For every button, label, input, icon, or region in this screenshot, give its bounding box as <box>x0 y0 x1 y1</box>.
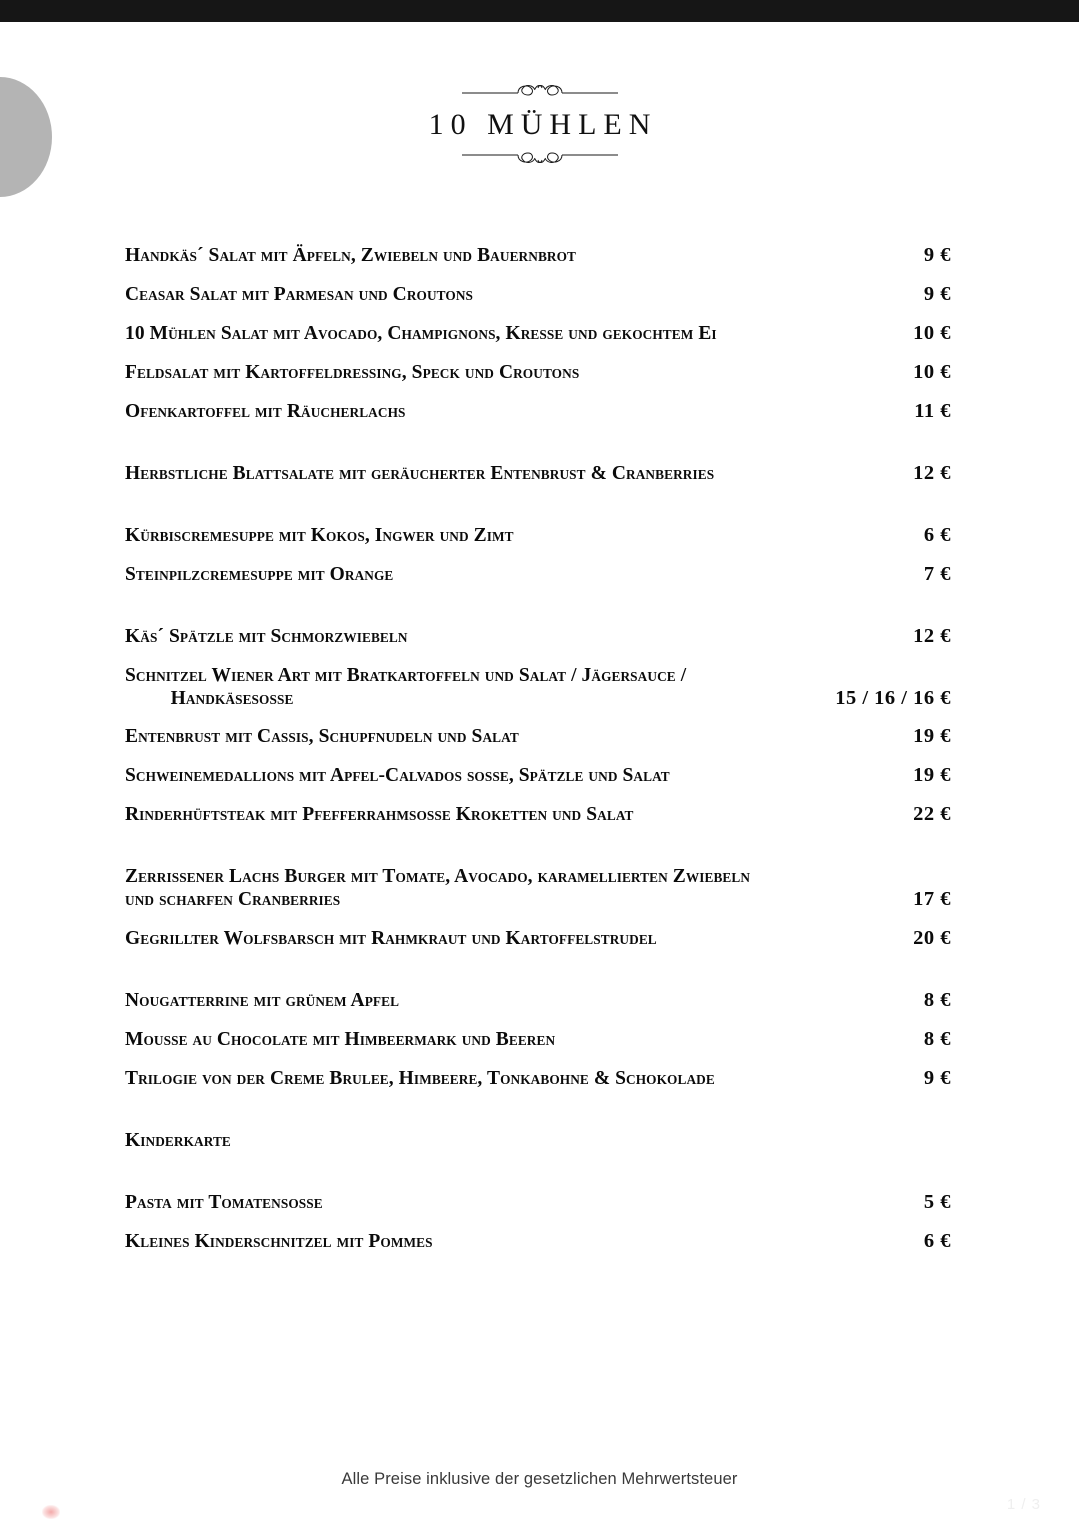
menu-item-row <box>125 400 951 423</box>
menu-item-name: Ceasar Salat mit Parmesan und Croutons <box>125 282 474 305</box>
menu-item-row <box>125 865 951 911</box>
menu-item-price: 9 € <box>923 244 951 266</box>
menu-item-name: Schweinemedallions mit Apfel-Calvados sosse, Spätzle und Salat <box>125 764 670 787</box>
menu-item-row <box>125 664 951 710</box>
menu-list <box>125 244 951 1253</box>
menu-item-price: 9 € <box>923 282 951 305</box>
flourish-divider-top-icon <box>460 80 620 102</box>
menu-item-row <box>125 927 951 950</box>
menu-item-row <box>125 803 951 826</box>
menu-item-price: 7 € <box>923 562 951 585</box>
menu-page-sheet <box>0 22 1079 1519</box>
menu-item-row <box>125 625 951 648</box>
menu-item-price: 15 / 16 / 16 € <box>835 686 951 709</box>
menu-item-name: Feldsalat mit Kartoffeldressing, Speck und Croutons <box>125 360 580 383</box>
page-number-indicator: 1 / 3 <box>1006 1496 1041 1513</box>
menu-item-price: 8 € <box>923 989 951 1012</box>
menu-item-name: Ofenkartoffel mit Räucherlachs <box>125 399 406 422</box>
menu-item-name: Mousse au Chocolate mit Himbeermark und Beeren <box>125 1028 556 1051</box>
restaurant-logo <box>0 80 1079 168</box>
menu-item-price: 20 € <box>913 927 951 950</box>
menu-item-name-line2: Handkäsesosse <box>170 686 294 709</box>
menu-item-price: 6 € <box>923 1229 951 1252</box>
page-title: 10 MÜHLEN <box>428 108 658 141</box>
menu-item-name: Gegrillter Wolfsbarsch mit Rahmkraut und Kartoffelstrudel <box>125 927 657 950</box>
menu-item-name: Trilogie von der Creme Brulee, Himbeere, Tonkabohne & Schokolade <box>125 1067 715 1090</box>
menu-item-row <box>125 322 951 345</box>
menu-item-name: Rinderhüftsteak mit Pfefferrahmsosse Kroketten und Salat <box>125 803 634 826</box>
page-bottom-red-mark <box>42 1505 60 1519</box>
menu-item-name-line2: und scharfen Cranberries <box>125 888 341 911</box>
menu-item-price: 12 € <box>913 461 951 484</box>
menu-group-kids <box>125 1191 951 1253</box>
menu-item-name-line1: Zerrissener Lachs Burger mit Tomate, Avocado, karamellierten Zwiebeln <box>125 865 751 888</box>
menu-item-row <box>125 1230 951 1253</box>
menu-group-soups <box>125 524 951 586</box>
menu-item-price: 17 € <box>913 888 951 911</box>
menu-item-price: 22 € <box>913 803 951 826</box>
menu-item-price: 19 € <box>913 764 951 787</box>
menu-item-price: 8 € <box>923 1028 951 1051</box>
menu-item-row <box>125 244 951 267</box>
menu-item-name: Käs´ Spätzle mit Schmorzwiebeln <box>125 624 408 647</box>
menu-item-row <box>125 725 951 748</box>
menu-group-salads <box>125 244 951 423</box>
menu-item-name: Handkäs´ Salat mit Äpfeln, Zwiebeln und Bauernbrot <box>125 244 577 266</box>
menu-item-price: 12 € <box>913 624 951 647</box>
menu-item-name <box>125 865 864 911</box>
menu-item-row <box>125 1191 951 1214</box>
menu-item-row <box>125 989 951 1012</box>
menu-item-name-line1: Schnitzel Wiener Art mit Bratkartoffeln und Salat / Jägersauce / <box>125 663 687 686</box>
menu-group-mains <box>125 625 951 827</box>
menu-item-name: Kleines Kinderschnitzel mit Pommes <box>125 1229 433 1252</box>
menu-item-price: 10 € <box>913 360 951 383</box>
menu-item-price: 5 € <box>923 1191 951 1214</box>
menu-group-fish-and-burger <box>125 865 951 950</box>
menu-item-row <box>125 1067 951 1090</box>
menu-item-price: 9 € <box>923 1067 951 1090</box>
menu-item-name: Herbstliche Blattsalate mit geräucherter Entenbrust & Cranberries <box>125 461 715 484</box>
menu-item-row <box>125 563 951 586</box>
menu-item-row <box>125 764 951 787</box>
flourish-divider-bottom-icon <box>460 146 620 168</box>
menu-item-name: Nougatterrine mit grünem Apfel <box>125 989 400 1012</box>
menu-item-name: Pasta mit Tomatensosse <box>125 1191 323 1214</box>
menu-item-name: Entenbrust mit Cassis, Schupfnudeln und Salat <box>125 725 519 748</box>
menu-item-name: Steinpilzcremesuppe mit Orange <box>125 562 394 585</box>
menu-group-kids-heading <box>125 1129 951 1152</box>
menu-section-heading-label: Kinderkarte <box>125 1129 231 1152</box>
menu-item-price: 19 € <box>913 725 951 748</box>
browser-top-bar <box>0 0 1079 22</box>
menu-group-desserts <box>125 989 951 1090</box>
price-disclaimer: Alle Preise inklusive der gesetzlichen Mehrwertsteuer <box>341 1470 738 1488</box>
menu-item-price: 11 € <box>914 399 951 422</box>
menu-item-name: Kürbiscremesuppe mit Kokos, Ingwer und Zimt <box>125 523 514 546</box>
menu-item-row <box>125 462 951 485</box>
menu-item-price: 10 € <box>913 321 951 344</box>
menu-group-seasonal-salad <box>125 462 951 485</box>
menu-item-row <box>125 283 951 306</box>
menu-item-name <box>125 664 790 710</box>
menu-section-heading <box>125 1129 951 1152</box>
menu-item-row <box>125 1028 951 1051</box>
menu-item-row <box>125 361 951 384</box>
menu-item-row <box>125 524 951 547</box>
menu-item-name: 10 Mühlen Salat mit Avocado, Champignons, Kresse und gekochtem Ei <box>125 321 717 344</box>
menu-item-price: 6 € <box>923 523 951 546</box>
